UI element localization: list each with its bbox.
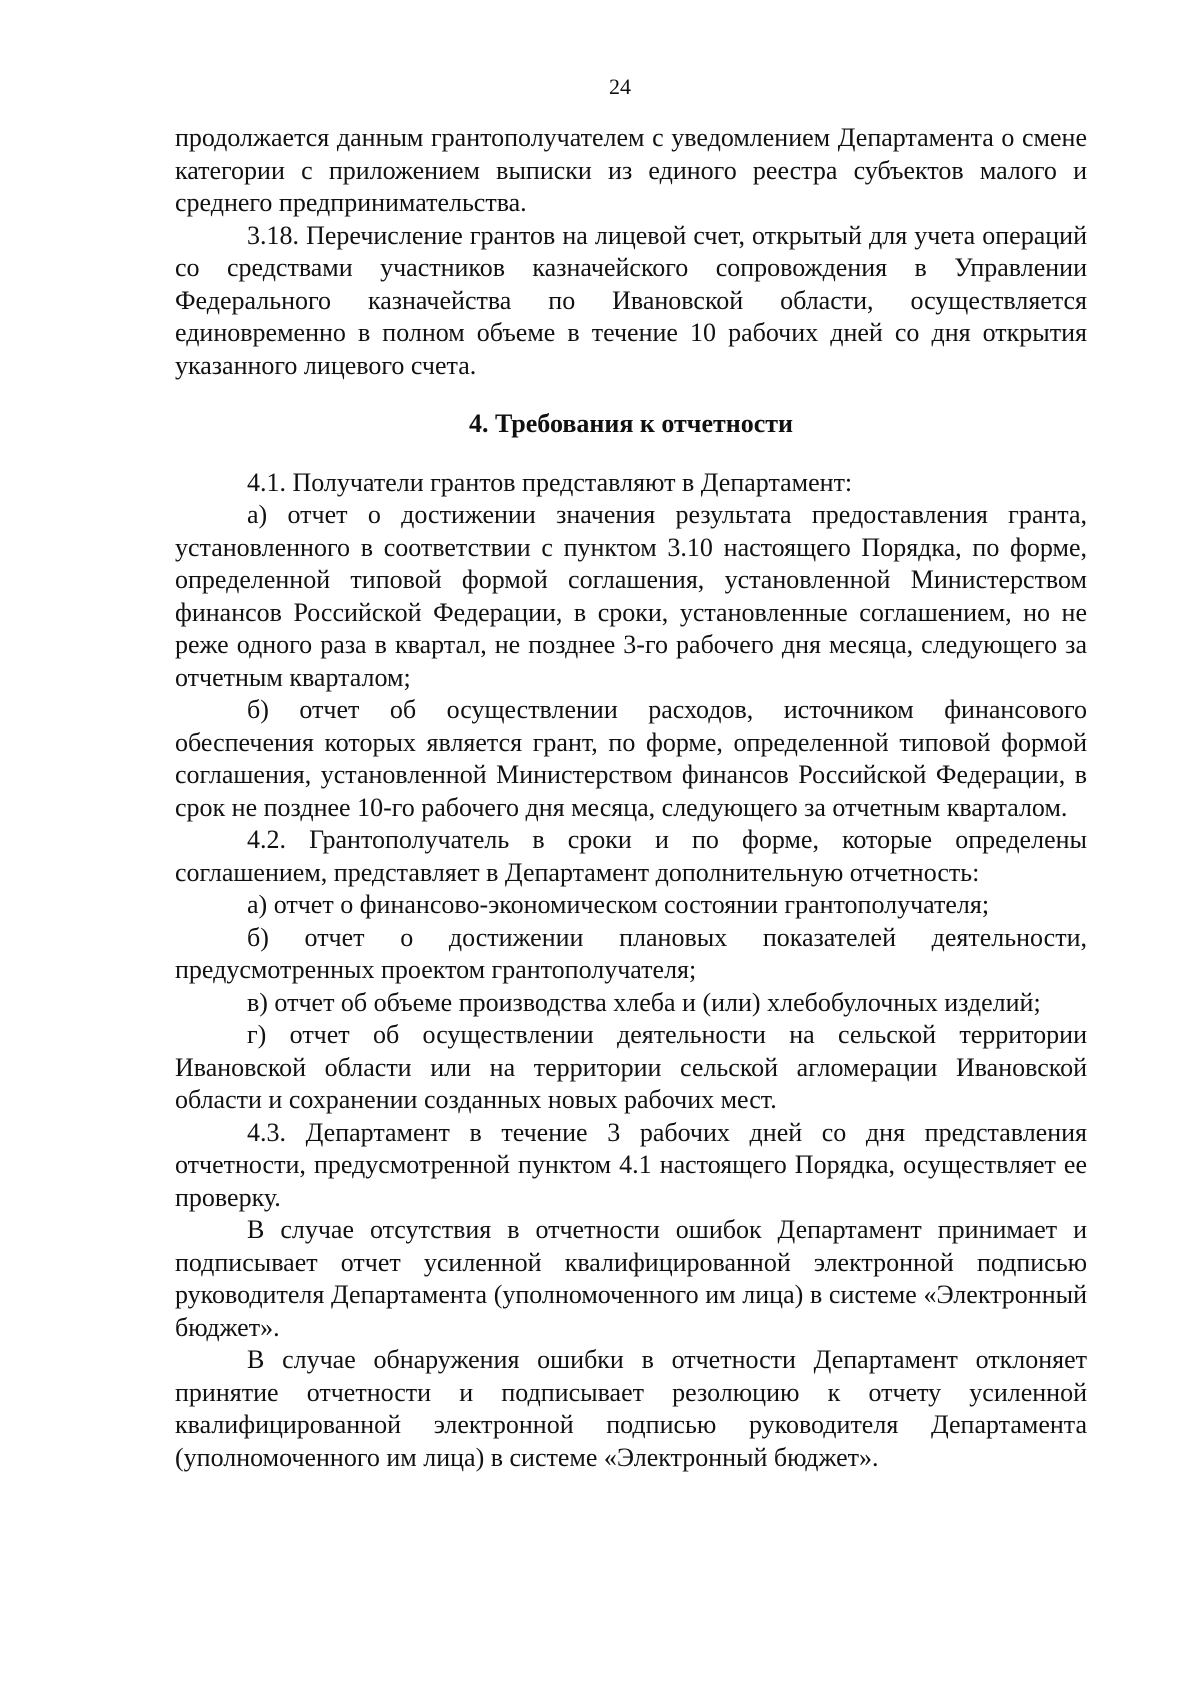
paragraph-no-errors: В случае отсутствия в отчетности ошибок Департамент принимает и подписывает отчет усиленной квалифицированной электронной подписью руководителя Департамента (уполномоченного им лица) в системе «Электронный бюджет». <box>175 1215 1087 1342</box>
paragraph-errors-found: В случае обнаружения ошибки в отчетности Департамент отклоняет принятие отчетности и подписывает резолюцию к отчету усиленной квалифицированной электронной подписью руководителя Департамента (уполномоченного им лица) в системе «Электронный бюджет». <box>175 1345 1087 1472</box>
paragraph-4-2-g: г) отчет об осуществлении деятельности на сельской территории Ивановской области или на территории сельской агломерации Ивановской области и сохранении созданных новых рабочих мест. <box>175 1020 1087 1114</box>
paragraph-4-2: 4.2. Грантополучатель в сроки и по форме, которые определены соглашением, представляет в Департамент дополнительную отчетность: <box>175 825 1087 887</box>
page-number: 24 <box>609 74 631 99</box>
paragraph-3-18: 3.18. Перечисление грантов на лицевой счет, открытый для учета операций со средствами участников казначейского сопровождения в Управлении Федерального казначейства по Ивановской области, осуществляется единовременно в полном объеме в течение 10 рабочих дней со дня открытия указанного лицевого счета. <box>175 220 1087 380</box>
document-body <box>175 122 1087 1474</box>
paragraph-4-1-b: б) отчет об осуществлении расходов, источником финансового обеспечения которых является грант, по форме, определенной типовой формой соглашения, установленной Министерством финансов Российской Федерации, в срок не позднее 10-го рабочего дня месяца, следующего за отчетным кварталом. <box>175 695 1087 822</box>
paragraph-4-3: 4.3. Департамент в течение 3 рабочих дней со дня представления отчетности, предусмотренной пунктом 4.1 настоящего Порядка, осуществляет ее проверку. <box>175 1117 1087 1212</box>
paragraph-4-2-v: в) отчет об объеме производства хлеба и (или) хлебобулочных изделий; <box>247 987 1041 1017</box>
paragraph-4-2-b: б) отчет о достижении плановых показателей деятельности, предусмотренных проектом грантополучателя; <box>175 922 1087 984</box>
paragraph-4-1: 4.1. Получатели грантов представляют в Департамент: <box>247 467 853 497</box>
paragraph-4-1-a: а) отчет о достижении значения результата предоставления гранта, установленного в соответствии с пунктом 3.10 настоящего Порядка, по форме, определенной типовой формой соглашения, установленной Министерством финансов Российской Федерации, в сроки, установленные соглашением, но не реже одного раза в квартал, не позднее 3-го рабочего дня месяца, следующего за отчетным кварталом; <box>175 500 1087 692</box>
paragraph-continuation: продолжается данным грантополучателем с уведомлением Департамента о смене категории с приложением выписки из единого реестра субъектов малого и среднего предпринимательства. <box>175 123 1087 217</box>
section-heading: 4. Требования к отчетности <box>468 409 794 438</box>
paragraph-4-2-a: а) отчет о финансово-экономическом состоянии грантополучателя; <box>247 890 990 919</box>
